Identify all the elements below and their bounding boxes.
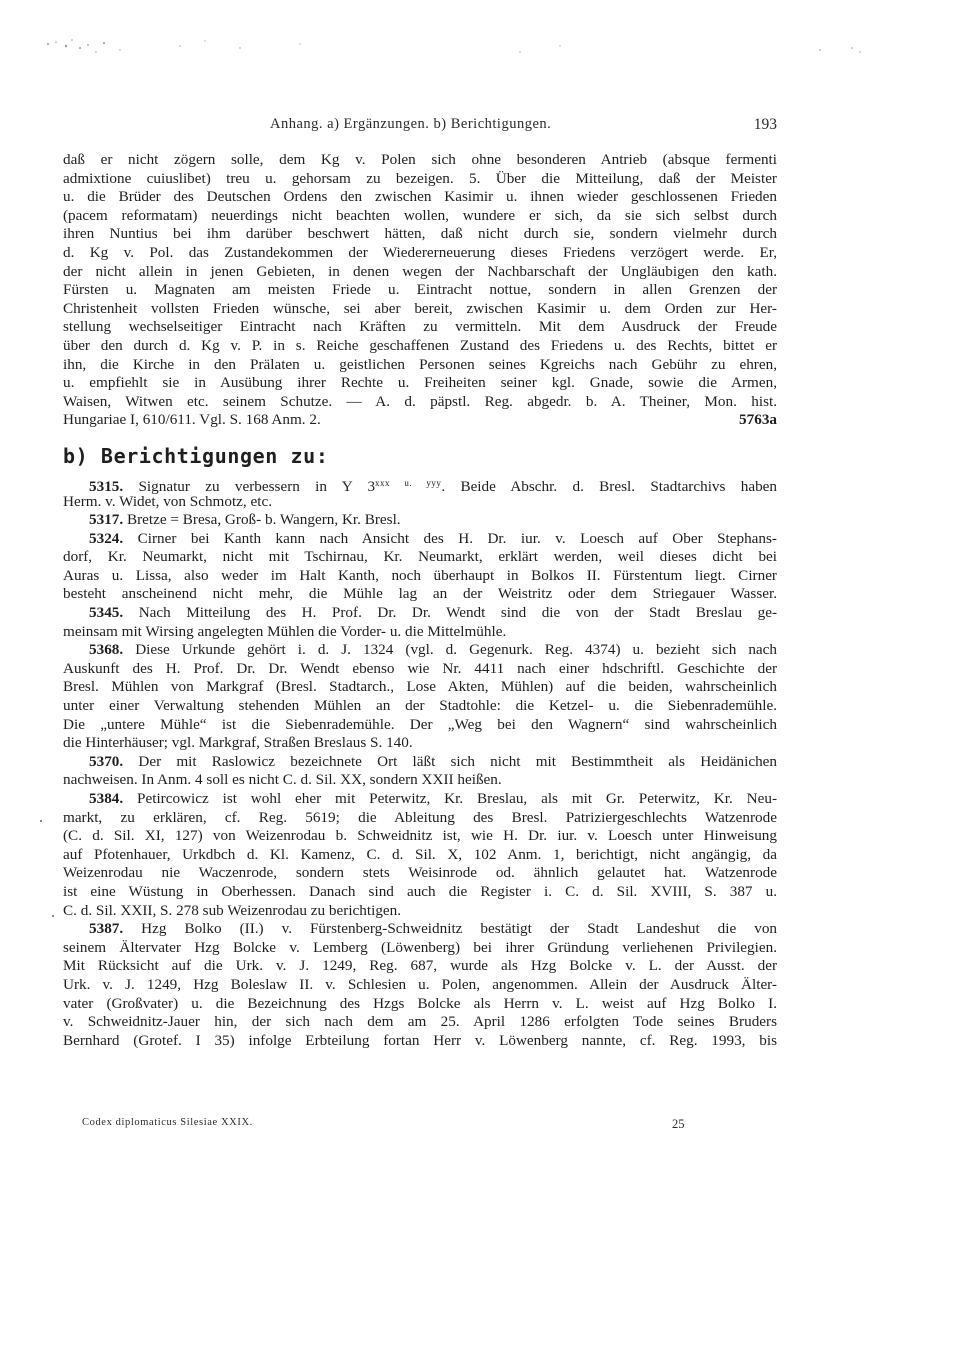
entry-number: 5368.: [89, 641, 124, 659]
paragraph-regest: [63, 151, 777, 430]
entry-text: Diese Urkunde gehört i. d. J. 1324 (vgl. d. Gegenurk. Reg. 4374) u. bezieht sich nach: [135, 641, 777, 659]
entry-text: . Beide Abschr. d. Bresl. Stadtarchivs haben: [441, 477, 777, 495]
text-line: vater (Großvater) u. die Bezeichnung des Hzgs Bolcke als Herrn v. L. weist auf Hzg Bolko I.: [63, 994, 777, 1012]
page-number: 193: [753, 116, 777, 133]
entry-number: 5387.: [89, 920, 124, 938]
text-line: seinem Ältervater Hzg Bolcke v. Lemberg (Löwenberg) bei ihrer Gründung verliehenen Privilegien.: [63, 938, 777, 956]
text-line: auf Pfotenhauer, Urkdbch d. Kl. Kamenz, C. d. Sil. X, 102 Anm. 1, berichtigt, nicht angängig, da: [63, 845, 777, 863]
scan-specks: [0, 0, 960, 70]
text-line: markt, zu erklären, cf. Reg. 5619; die Ableitung des Bresl. Patriziergeschlechts Watzenrode: [63, 808, 777, 826]
text-line: Bernhard (Grotef. I 35) infolge Erbteilung fortan Herr v. Löwenberg nannte, cf. Reg. 1993, bis: [63, 1031, 777, 1049]
entry-text: Petircowicz ist wohl eher mit Peterwitz, Kr. Breslau, als mit Gr. Peterwitz, Kr. Neu-: [137, 790, 778, 807]
text-line: dorf, Kr. Neumarkt, nicht mit Tschirnau, Kr. Neumarkt, erklärt werden, weil dieses dicht bei: [63, 548, 777, 566]
entry-text: Der mit Raslowicz bezeichnete Ort läßt sich nicht mit Bestimmtheit als Heidänichen: [138, 752, 778, 770]
entry-first-line: [63, 511, 777, 530]
text-line: der nicht allein in jenen Gebieten, in denen wegen der Nachbarschaft der Ungläubigen den kath.: [63, 262, 777, 280]
text-line: u. die Brüder des Deutschen Ordens den zwischen Kasimir u. ihnen wieder geschlossenen Frieden: [63, 188, 777, 206]
text-line: Auras u. Lissa, also weder im Halt Kanth, noch überhaupt in Bolkos II. Fürstentum liegt. Cirner: [63, 566, 777, 584]
entry-text: Signatur zu verbessern in Y 3: [138, 477, 376, 495]
text-line: Herm. v. Widet, von Schmotz, etc.: [63, 492, 273, 510]
entry-first-line: [63, 604, 777, 623]
entry-first-line: [63, 474, 777, 493]
text-line-with-number: [63, 411, 777, 430]
text-line: Auskunft des H. Prof. Dr. Dr. Wendt ebenso wie Nr. 4411 nach einer hdschriftl. Geschichte der: [63, 659, 777, 677]
text-line: ist eine Wüstung in Oberhessen. Danach sind auch die Register i. C. d. Sil. XVIII, S. 387 u.: [63, 882, 777, 900]
entry-first-line: [63, 753, 777, 772]
text-line: besteht anscheinend nicht mehr, die Mühle lag an der Weistritz oder dem Striegauer Wasser.: [63, 585, 777, 603]
text-line-end: Hungariae I, 610/611. Vgl. S. 168 Anm. 2.: [63, 411, 321, 429]
running-title: Anhang. a) Ergänzungen. b) Berichtigungen.: [270, 116, 552, 132]
correction-entry-5384: [63, 790, 777, 920]
section-heading: b) Berichtigungen zu:: [63, 443, 329, 468]
page-footer: [0, 1117, 960, 1137]
correction-entry-5324: [63, 530, 777, 604]
entry-number: 5384.: [89, 790, 124, 807]
running-head: [0, 116, 960, 140]
correction-entry-5370: [63, 753, 777, 790]
text-line: Fürsten u. Magnaten am meisten Friede u. Eintracht nottue, sondern in allen Grenzen der: [63, 281, 777, 299]
regest-number: 5763a: [739, 411, 777, 429]
footer-signature: 25: [672, 1117, 685, 1131]
correction-entry-5315: [63, 474, 777, 511]
entry-number: 5370.: [89, 752, 124, 770]
entry-text: Bretze = Bresa, Groß- b. Wangern, Kr. Bresl.: [126, 511, 401, 529]
text-line: admixtione cuiuslibet) treu u. gehorsam zu bezeigen. 5. Über die Mitteilung, daß der Meister: [63, 169, 777, 187]
entry-first-line: [63, 641, 777, 660]
text-line: C. d. Sil. XXII, S. 278 sub Weizenrodau zu berichtigen.: [63, 901, 402, 919]
text-line: über den durch d. Kg v. P. in s. Reiche geschaffenen Zustand des Friedens u. des Rechts, bittet er: [63, 336, 777, 354]
text-line: stellung wechselseitiger Eintracht nach Kräften zu vermitteln. Mit dem Ausdruck der Freude: [63, 318, 777, 336]
entry-first-line: [63, 530, 777, 549]
correction-entry-5368: [63, 641, 777, 753]
text-line: Christenheit vollsten Frieden wünsche, sei aber bereit, zwischen Kasimir u. dem Orden zur Her-: [63, 299, 777, 317]
entry-number: 5315.: [89, 477, 124, 495]
correction-entry-5317: [63, 511, 777, 530]
text-line: daß er nicht zögern solle, dem Kg v. Polen sich ohne besonderen Antrieb (absque fermenti: [63, 151, 777, 168]
scan-speck: [40, 820, 42, 822]
entry-number: 5317.: [89, 511, 124, 529]
text-line: ihren Nuntius bei ihm darüber beschwert hätten, daß nicht durch sie, sondern vielmehr durch: [63, 225, 777, 243]
text-line: die Hinterhäuser; vgl. Markgraf, Straßen Breslaus S. 140.: [63, 734, 413, 752]
text-line: Weizenrodau nie Waczenrode, sondern stets Weisinrode od. ähnlich gelautet hat. Watzenrode: [63, 864, 777, 882]
text-line: v. Schweidnitz-Jauer hin, der sich nach dem am 25. April 1286 erfolgten Tode seines Bruders: [63, 1013, 777, 1031]
correction-entry-5387: [63, 920, 777, 1050]
text-line: (pacem reformatam) neuerdings nicht beachten wollen, wundere er sich, da sie sich selbst durch: [63, 206, 777, 224]
superscript: xxx u. yyy: [375, 477, 442, 488]
entry-text: Cirner bei Kanth kann nach Ansicht des H. Dr. iur. v. Loesch auf Ober Stephans-: [137, 529, 777, 547]
scan-speck: [52, 915, 54, 917]
text-line: ihn, die Kirche in den Prälaten u. geistlichen Personen seines Kgreichs nach Gebühr zu ehren,: [63, 355, 777, 373]
text-line: nachweisen. In Anm. 4 soll es nicht C. d. Sil. XX, sondern XXII heißen.: [63, 771, 502, 789]
entry-number: 5345.: [89, 604, 124, 622]
entry-first-line: [63, 920, 777, 939]
text-line: unter einer Verwaltung stehenden Mühlen an der Stadtohle: die Ketzel- u. die Siebenrademühle.: [63, 697, 777, 715]
correction-entry-5345: [63, 604, 777, 641]
text-line: Waisen, Witwen etc. seinem Schutze. — A. d. päpstl. Reg. abgedr. b. A. Theiner, Mon. hist.: [63, 392, 777, 410]
footer-source: Codex diplomaticus Silesiae XXIX.: [82, 1117, 253, 1128]
text-line: meinsam mit Wirsing angelegten Mühlen die Vorder- u. die Mittelmühle.: [63, 622, 507, 640]
text-line: u. empfiehlt sie in Ausübung ihrer Rechte u. Freiheiten seiner kgl. Gnade, sowie die Armen,: [63, 374, 777, 392]
entry-text: Hzg Bolko (II.) v. Fürstenberg-Schweidnitz bestätigt der Stadt Landeshut die von: [141, 920, 778, 938]
text-line: Die „untere Mühle“ ist die Siebenrademühle. Der „Weg bei den Wagnern“ sind wahrscheinlich: [63, 715, 777, 733]
text-line: Bresl. Mühlen von Markgraf (Bresl. Stadtarch., Lose Akten, Mühlen) auf die beiden, wahrscheinlich: [63, 678, 777, 696]
text-line: Urk. v. J. 1249, Hzg Boleslaw II. v. Schlesien u. Polen, angenommen. Allein der Ausdruck Älter-: [63, 975, 777, 993]
text-line: d. Kg v. Pol. das Zustandekommen der Wiedererneuerung dieses Friedens verzögert werde. Er,: [63, 243, 777, 261]
text-line: Mit Rücksicht auf die Urk. v. J. 1249, Reg. 687, wurde als Hzg Bolcke v. L. der Ausst. der: [63, 957, 777, 975]
text-block: [63, 151, 777, 1050]
entry-first-line: [63, 790, 777, 809]
entry-number: 5324.: [89, 529, 124, 547]
entry-text: Nach Mitteilung des H. Prof. Dr. Dr. Wendt sind die von der Stadt Breslau ge-: [138, 604, 778, 622]
text-line: (C. d. Sil. XI, 127) von Weizenrodau b. Schweidnitz ist, wie H. Dr. iur. v. Loesch unter Hinweisung: [63, 827, 777, 845]
